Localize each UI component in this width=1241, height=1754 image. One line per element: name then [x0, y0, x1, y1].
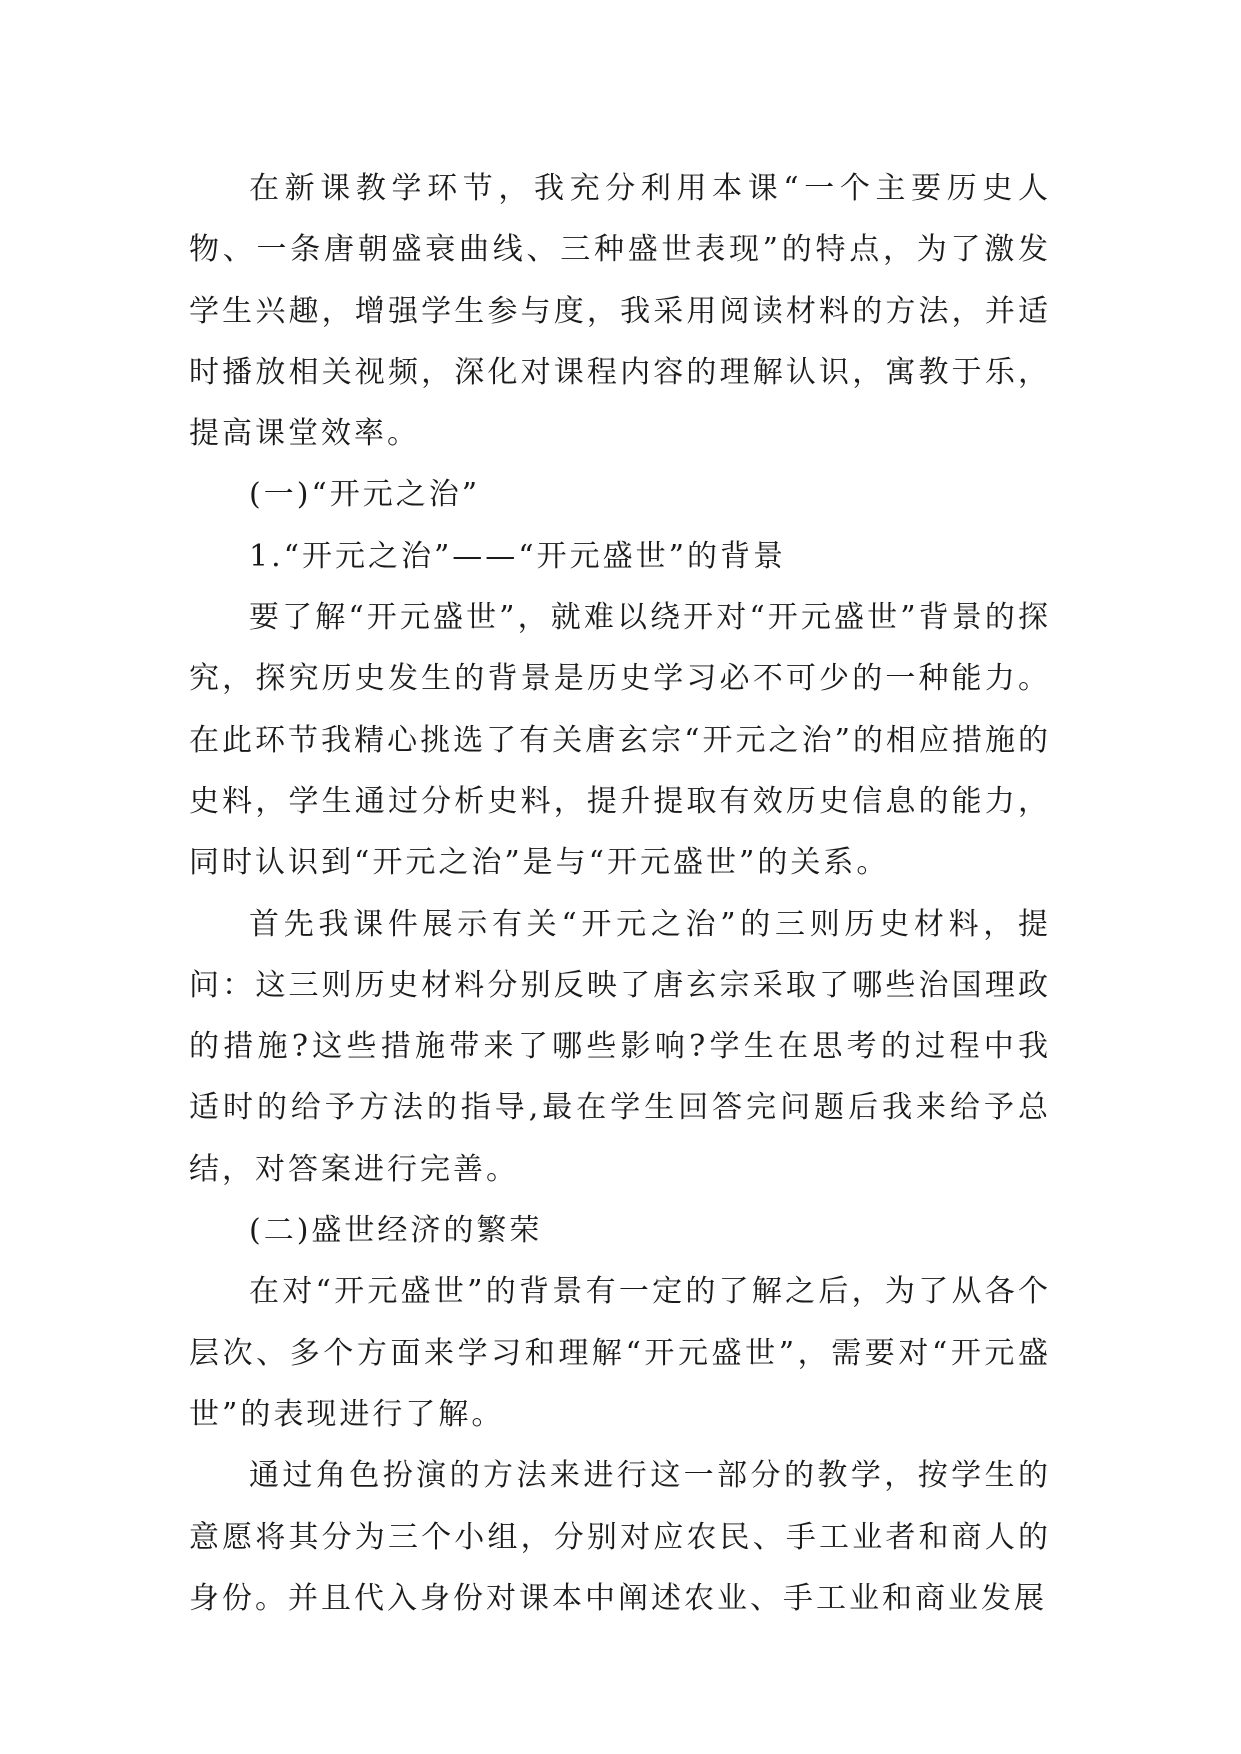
- document-body: [189, 158, 1051, 1629]
- paragraph-performance: 在对“开元盛世”的背景有一定的了解之后，为了从各个层次、多个方面来学习和理解“开元盛世”，需要对“开元盛世”的表现进行了解。: [189, 1274, 1051, 1432]
- paragraph-role-play: 通过角色扮演的方法来进行这一部分的教学，按学生的意愿将其分为三个小组，分别对应农民、手工业者和商人的身份。并且代入身份对课本中阐述农业、手工业和商业发展: [189, 1458, 1051, 1616]
- paragraph-intro: 在新课教学环节，我充分利用本课“一个主要历史人物、一条唐朝盛衰曲线、三种盛世表现”的特点，为了激发学生兴趣，增强学生参与度，我采用阅读材料的方法，并适时播放相关视频，深化对课程内容的理解认识，寓教于乐，提高课堂效率。: [189, 171, 1051, 452]
- paragraph-materials: 首先我课件展示有关“开元之治”的三则历史材料，提问：这三则历史材料分别反映了唐玄宗采取了哪些治国理政的措施?这些措施带来了哪些影响?学生在思考的过程中我适时的给予方法的指导,最在学生回答完问题后我来给予总结，对答案进行完善。: [189, 906, 1051, 1187]
- section-heading-2: (二)盛世经济的繁荣: [249, 1213, 543, 1249]
- subsection-heading-1: 1.“开元之治”——“开元盛世”的背景: [249, 538, 786, 574]
- paragraph-background: 要了解“开元盛世”，就难以绕开对“开元盛世”背景的探究，探究历史发生的背景是历史学习必不可少的一种能力。在此环节我精心挑选了有关唐玄宗“开元之治”的相应措施的史料，学生通过分析史料，提升提取有效历史信息的能力，同时认识到“开元之治”是与“开元盛世”的关系。: [189, 600, 1051, 881]
- section-heading-1: (一)“开元之治”: [249, 477, 481, 513]
